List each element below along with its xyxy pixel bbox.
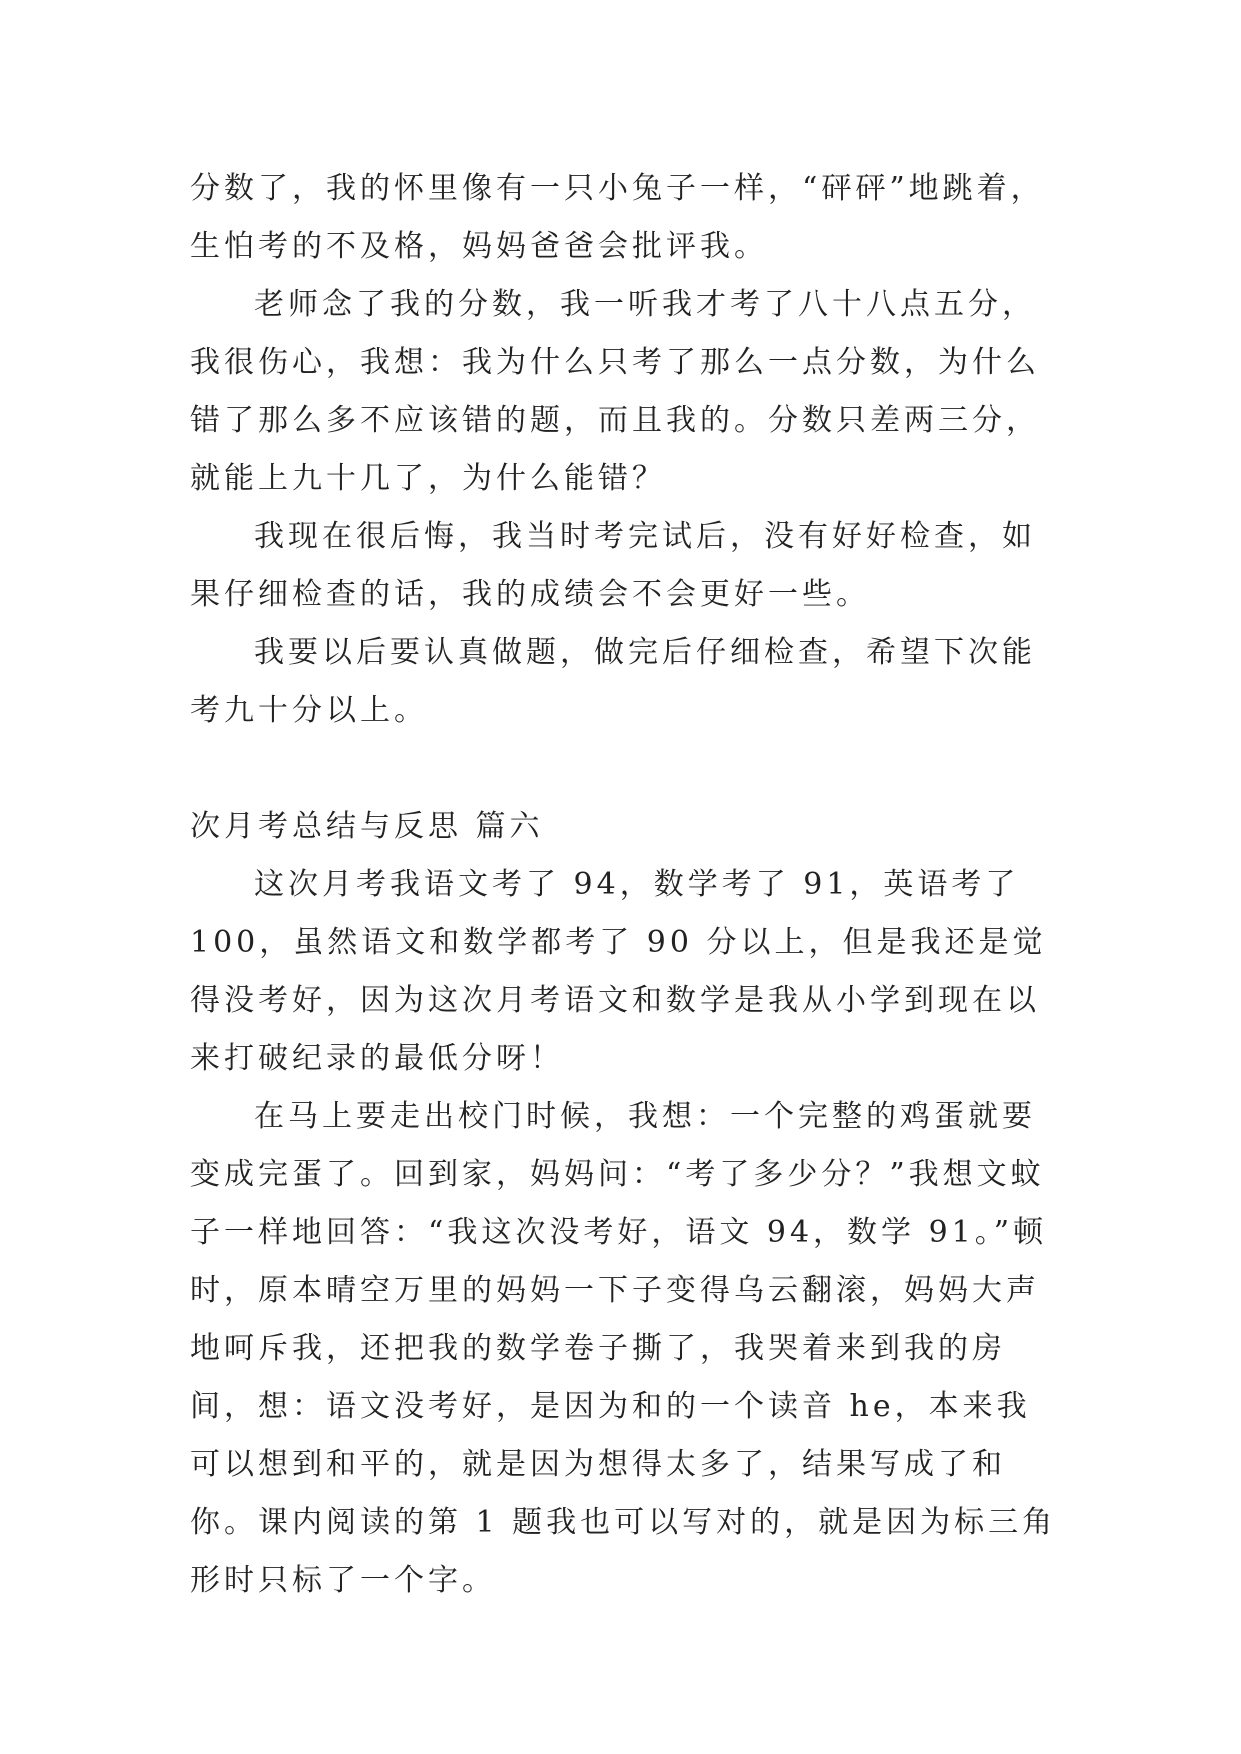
paragraph-6: 在马上要走出校门时候，我想：一个完整的鸡蛋就要变成完蛋了。回到家，妈妈问：“考了多少分？”我想文蚊子一样地回答：“我这次没考好，语文 94，数学 91。”顿时，原本晴空万里的妈妈一下子变得乌云翻滚，妈妈大声地呵斥我，还把我的数学卷子撕了，我哭着来到我的房间，想：语文没考好，是因为和的一个读音 he，本来我可以想到和平的，就是因为想得太多了，结果写成了和你。课内阅读的第 1 题我也可以写对的，就是因为标三角形时只标了一个字。 [190,1099,1057,1598]
paragraph-5: 这次月考我语文考了 94，数学考了 91，英语考了 100，虽然语文和数学都考了 90 分以上，但是我还是觉得没考好，因为这次月考语文和数学是我从小学到现在以来打破纪录的最低分呀！ [190,867,1047,1076]
paragraph-3: 我现在很后悔，我当时考完试后，没有好好检查，如果仔细检查的话，我的成绩会不会更好一些。 [190,519,1036,612]
paragraph-2: 老师念了我的分数，我一听我才考了八十八点五分，我很伤心，我想：我为什么只考了那么一点分数，为什么错了那么多不应该错的题，而且我的。分数只差两三分，就能上九十几了，为什么能错？ [190,287,1040,496]
section-title: 次月考总结与反思 篇六 [190,809,544,844]
paragraph-4: 我要以后要认真做题，做完后仔细检查，希望下次能考九十分以上。 [190,635,1036,728]
document-body [190,160,1060,1610]
paragraph-1: 分数了，我的怀里像有一只小兔子一样，“砰砰”地跳着，生怕考的不及格，妈妈爸爸会批评我。 [190,171,1045,264]
